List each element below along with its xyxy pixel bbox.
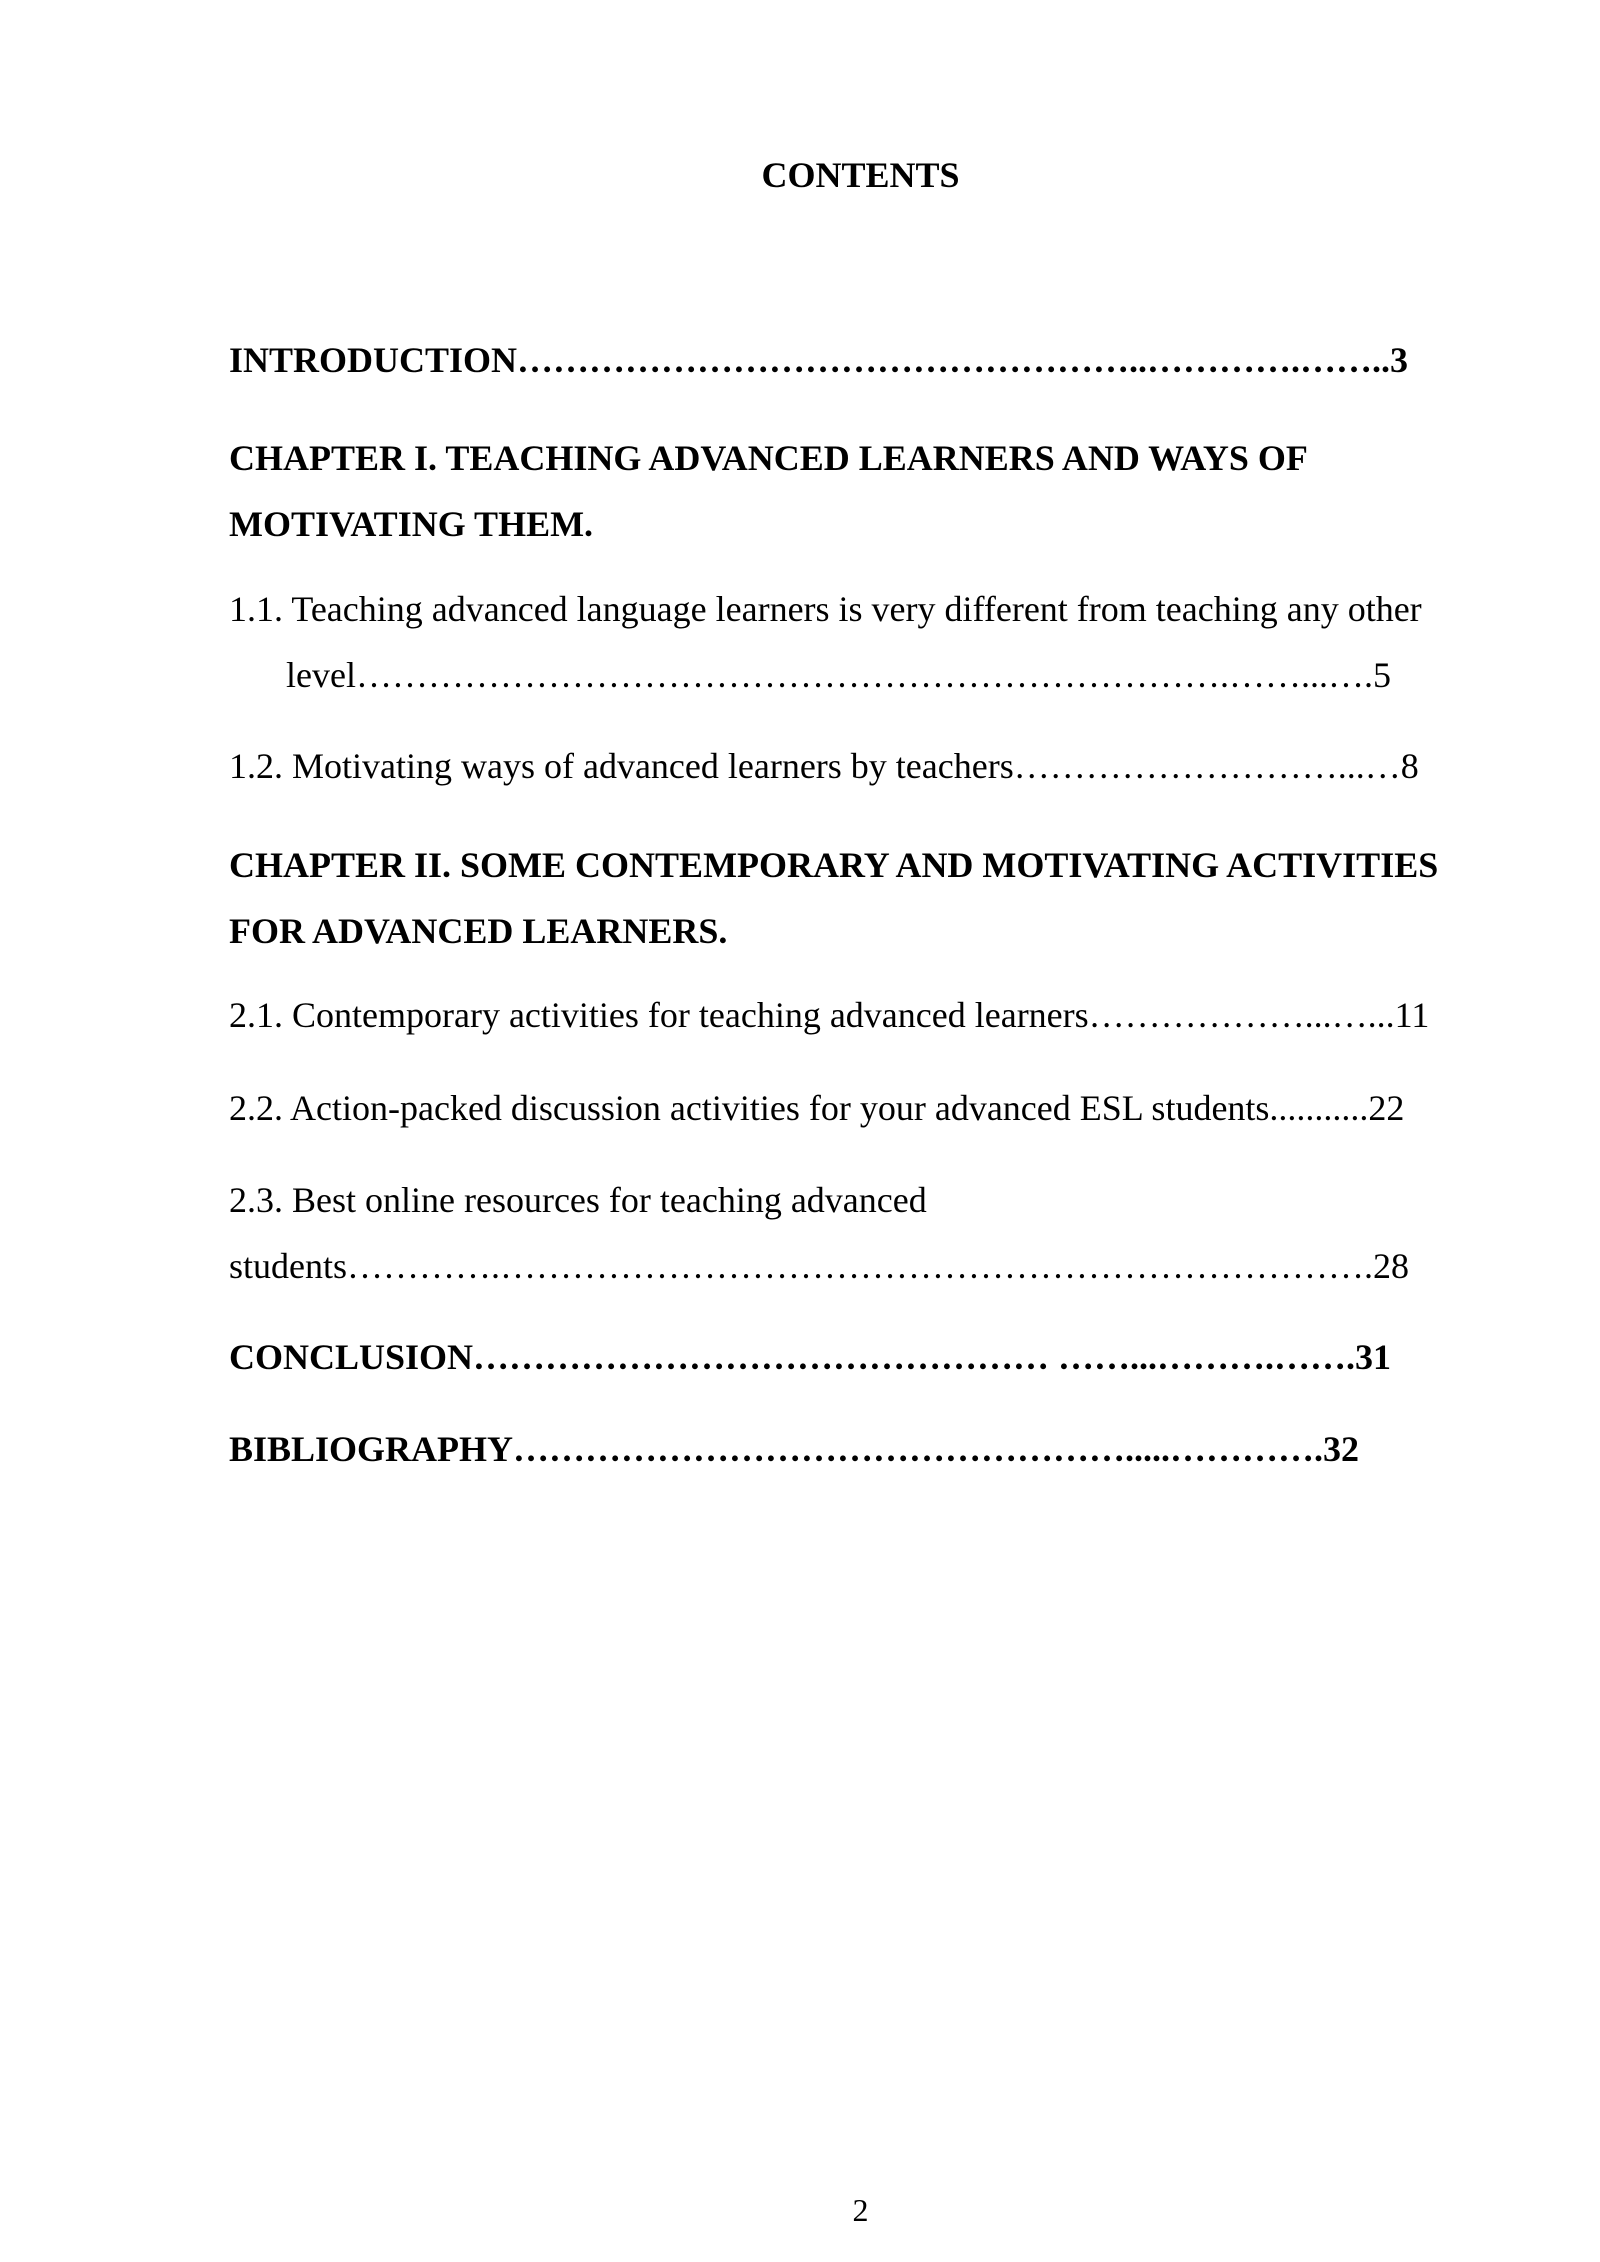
toc-entry-2-1: 2.1. Contemporary activities for teaching advanced learners………………...…...11 [229, 995, 1430, 1035]
toc-entry-bibliography: BIBLIOGRAPHY…………………………………………….....………….32 [229, 1429, 1360, 1469]
toc-chapter-1-heading: CHAPTER I. TEACHING ADVANCED LEARNERS AND WAYS OF MOTIVATING THEM. [229, 438, 1307, 544]
toc-entry-1-1-line2: level……………………………………………………………….……...….5 [286, 655, 1391, 695]
toc-entry-conclusion: CONCLUSION………………………………………… ……...……….…….31 [229, 1337, 1392, 1377]
toc-chapter-2-heading: CHAPTER II. SOME CONTEMPORARY AND MOTIVATING ACTIVITIES FOR ADVANCED LEARNERS. [229, 845, 1439, 951]
toc-entry-1-1-line1: 1.1. Teaching advanced language learners is very different from teaching any other [229, 589, 1422, 629]
page-number: 2 [852, 2192, 869, 2228]
toc-entry-2-2: 2.2. Action-packed discussion activities for your advanced ESL students...........22 [229, 1088, 1405, 1128]
toc-entry-introduction: INTRODUCTION……………………………………………..………….……..3 [229, 340, 1409, 380]
toc-entry-1-2: 1.2. Motivating ways of advanced learners by teachers………………………...…8 [229, 746, 1419, 786]
page-title: CONTENTS [761, 155, 960, 195]
toc-entry-2-3-line1: 2.3. Best online resources for teaching advanced [229, 1180, 927, 1220]
toc-entry-2-3-line2: students………….……………………………………………………………….28 [229, 1246, 1410, 1286]
